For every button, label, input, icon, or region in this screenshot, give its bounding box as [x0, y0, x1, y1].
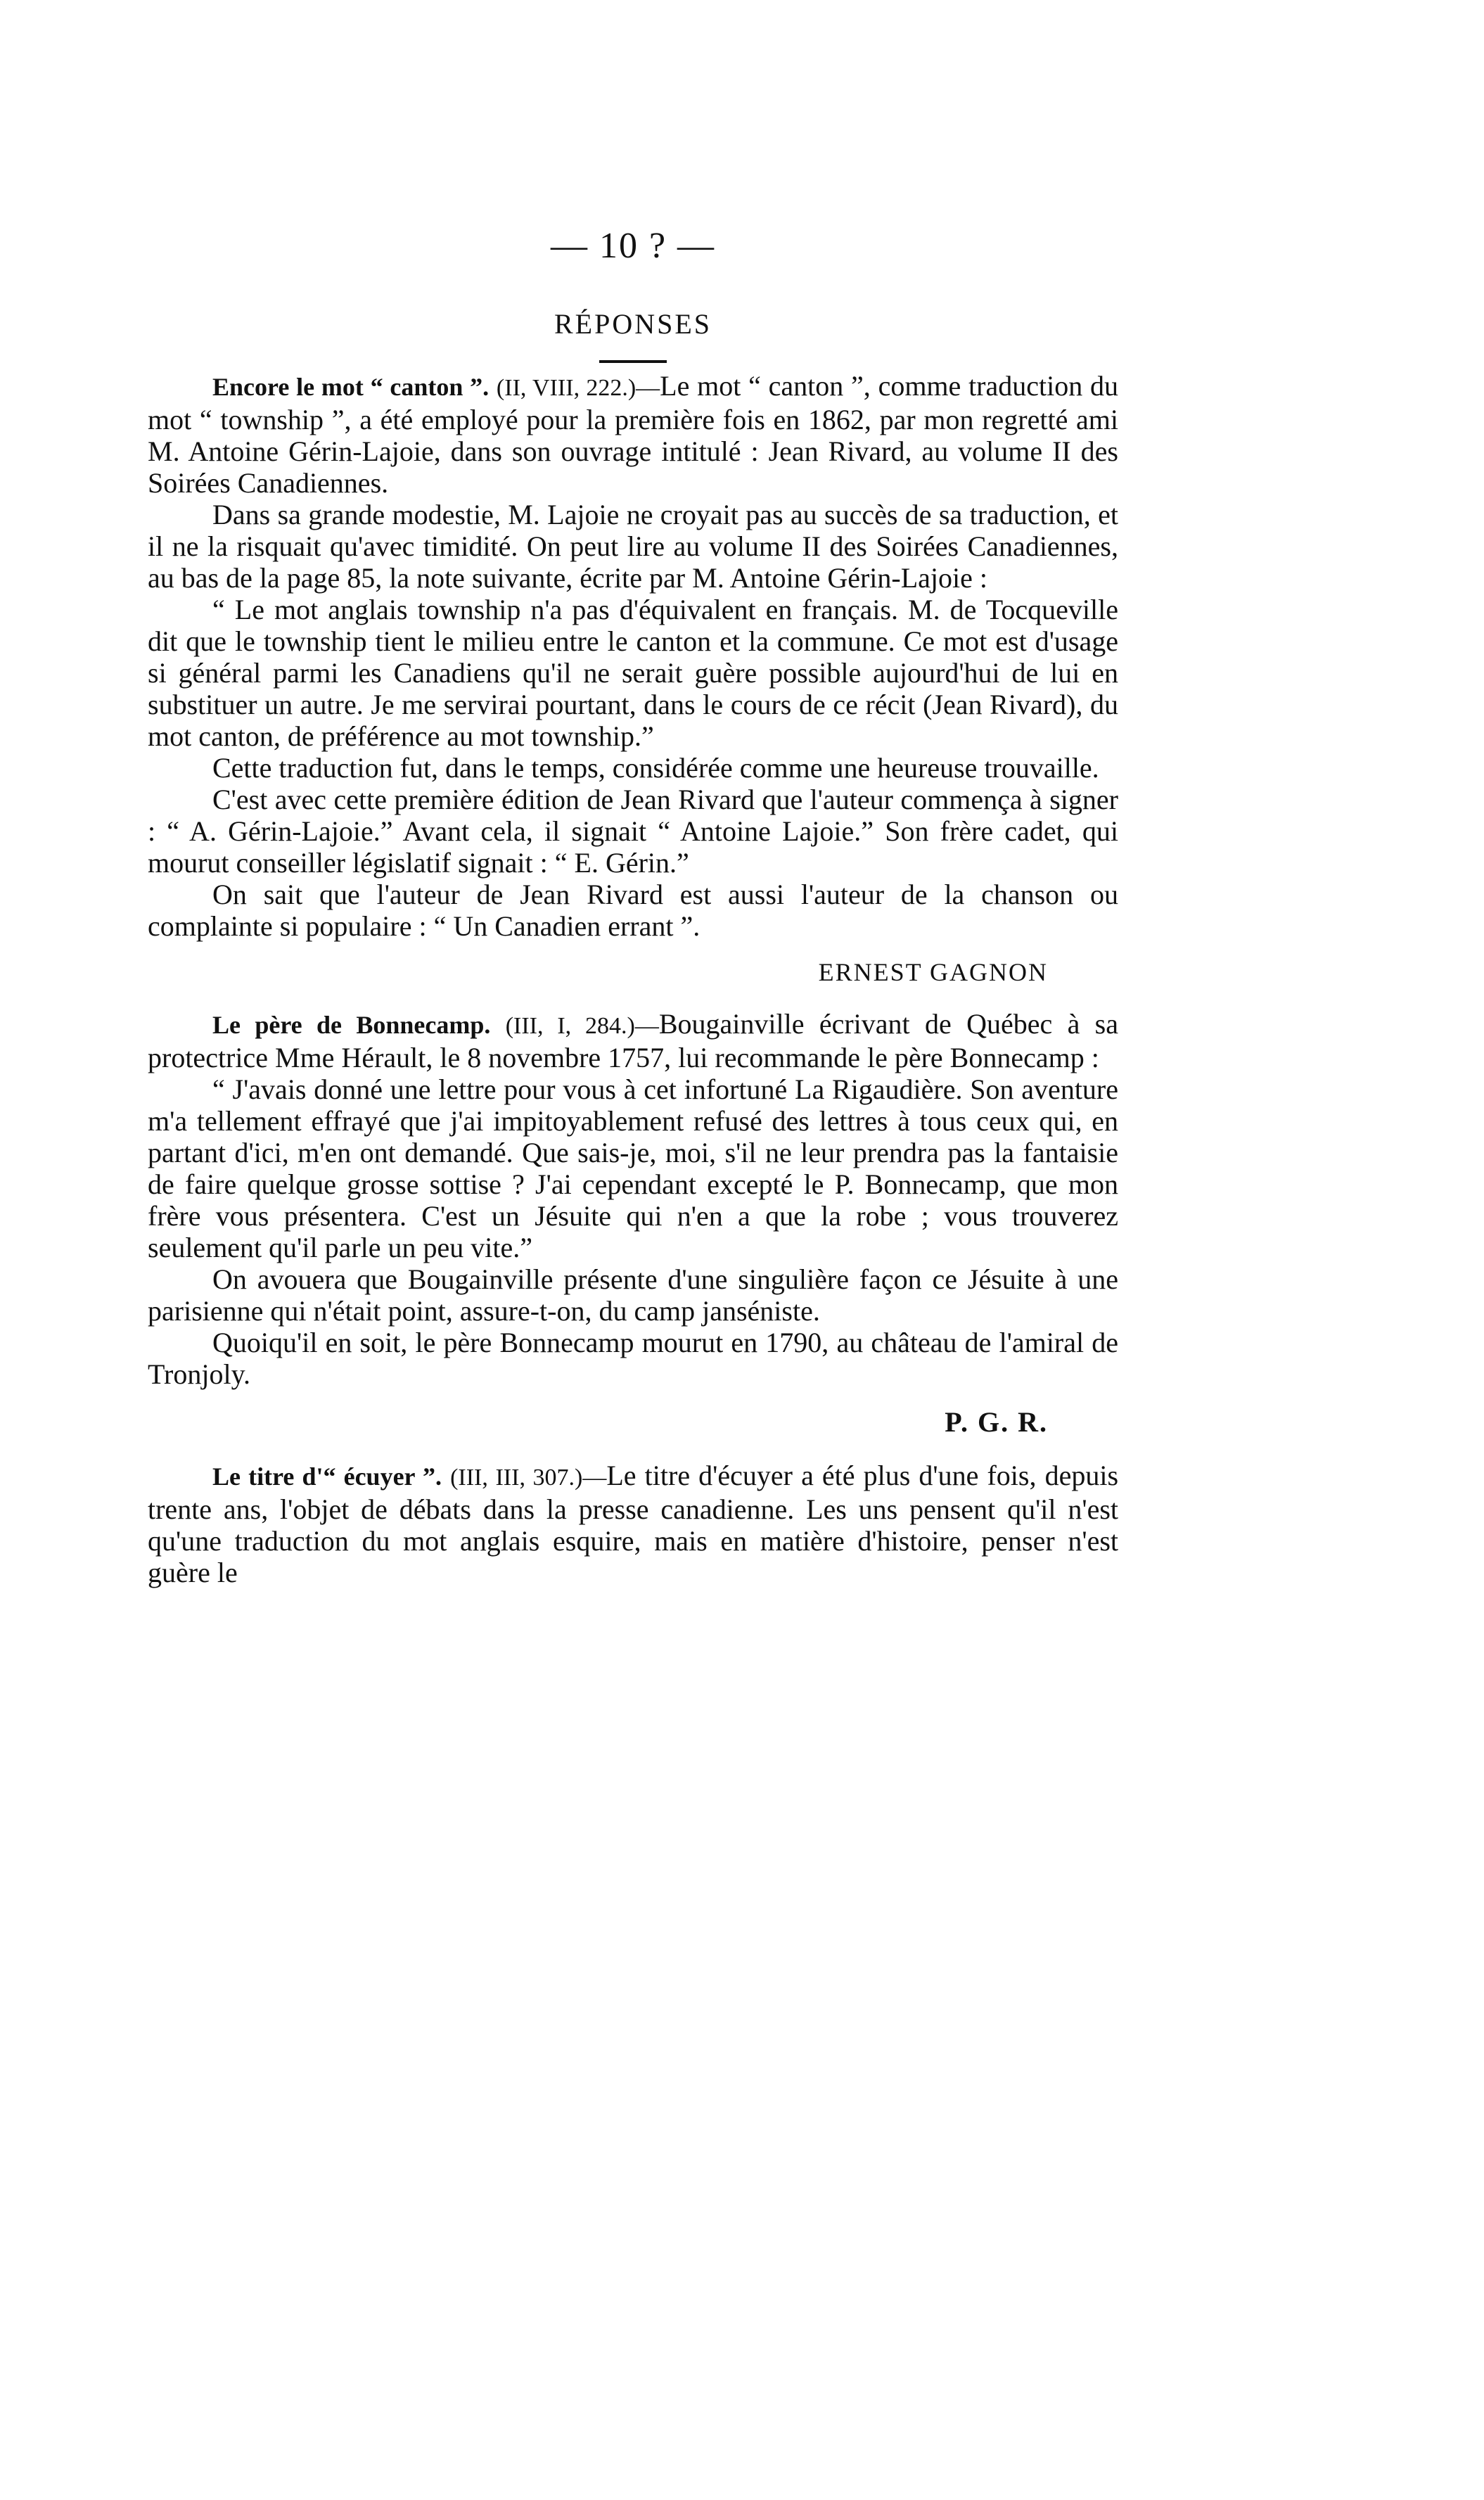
entry-paragraph	[148, 370, 1118, 499]
section-title: RÉPONSES	[554, 308, 712, 340]
paragraph: On avouera que Bougainville présente d'une singulière façon ce Jésuite à une parisienne qui n'était point, assure-t-on, du camp janséniste.	[148, 1263, 1118, 1327]
entry-canton	[148, 370, 1118, 987]
document-page	[148, 225, 1118, 1588]
entry-ecuyer	[148, 1460, 1118, 1588]
quote-paragraph: “ Le mot anglais township n'a pas d'équivalent en français. M. de Tocqueville dit que le township tient le milieu entre le canton et la commune. Ce mot est d'usage si général parmi les Canadiens qu'il ne serait guère possible aujourd'hui de lui en substituer un autre. Je me servirai pourtant, dans le cours de ce récit (Jean Rivard), du mot canton, de préférence au mot township.”	[148, 594, 1118, 752]
paragraph: Quoiqu'il en soit, le père Bonnecamp mourut en 1790, au château de l'amiral de Tronjoly.	[148, 1327, 1118, 1390]
page-number: — 10 ? —	[550, 226, 716, 266]
entry-title: Encore le mot “ canton ”.	[212, 373, 490, 401]
paragraph-text: Le mot “ canton ”, comme traduction du mot “ township ”, a été employé pour la première fois en 1862, par mon regretté ami M. Antoine Gérin-Lajoie, dans son ouvrage intitulé : Jean Rivard, au volume II des Soirées Canadiennes.	[148, 370, 1119, 499]
paragraph: On sait que l'auteur de Jean Rivard est aussi l'auteur de la chanson ou complainte si populaire : “ Un Canadien errant ”.	[148, 879, 1118, 942]
quote-paragraph: “ J'avais donné une lettre pour vous à cet infortuné La Rigaudière. Son aventure m'a tellement effrayé que j'ai impitoyablement refusé des lettres à tous ceux qui, en partant d'ici, m'en ont demandé. Que sais-je, moi, s'il ne leur prendra pas la fantaisie de faire quelque grosse sottise ? J'ai cependant excepté le P. Bonnecamp, que mon frère vous présentera. C'est un Jésuite qui n'en a que la robe ; vous trouverez seulement qu'il parle un peu vite.”	[148, 1073, 1118, 1263]
paragraph-text: Bougainville écrivant de Québec à sa protectrice Mme Hérault, le 8 novembre 1757, lui recommande le père Bonnecamp :	[148, 1008, 1118, 1073]
entry-reference: (II, VIII, 222.)—	[496, 375, 660, 401]
paragraph: C'est avec cette première édition de Jean Rivard que l'auteur commença à signer : “ A. Gérin-Lajoie.” Avant cela, il signait “ Antoine Lajoie.” Son frère cadet, qui mourut conseiller législatif signait : “ E. Gérin.”	[148, 784, 1118, 879]
signature: P. G. R.	[945, 1406, 1048, 1438]
entry-paragraph	[148, 1008, 1118, 1073]
paragraph-text: Le titre d'écuyer a été plus d'une fois, depuis trente ans, l'objet de débats dans la presse canadienne. Les uns pensent qu'il n'est qu'une traduction du mot anglais esquire, mais en matière d'histoire, penser n'est guère le	[148, 1460, 1119, 1588]
entry-reference: (III, I, 284.)—	[505, 1013, 659, 1039]
title-rule	[599, 360, 667, 363]
signature: ERNEST GAGNON	[818, 958, 1048, 986]
entry-title: Le père de Bonnecamp.	[212, 1011, 491, 1039]
entry-title: Le titre d'“ écuyer ”.	[212, 1462, 442, 1491]
paragraph: Cette traduction fut, dans le temps, considérée comme une heureuse trouvaille.	[212, 752, 1099, 784]
paragraph: Dans sa grande modestie, M. Lajoie ne croyait pas au succès de sa traduction, et il ne la risquait qu'avec timidité. On peut lire au volume II des Soirées Canadiennes, au bas de la page 85, la note suivante, écrite par M. Antoine Gérin-Lajoie :	[148, 499, 1118, 594]
entry-bonnecamp	[148, 1008, 1118, 1439]
entry-reference: (III, III, 307.)—	[450, 1465, 607, 1491]
entry-paragraph	[148, 1460, 1118, 1588]
